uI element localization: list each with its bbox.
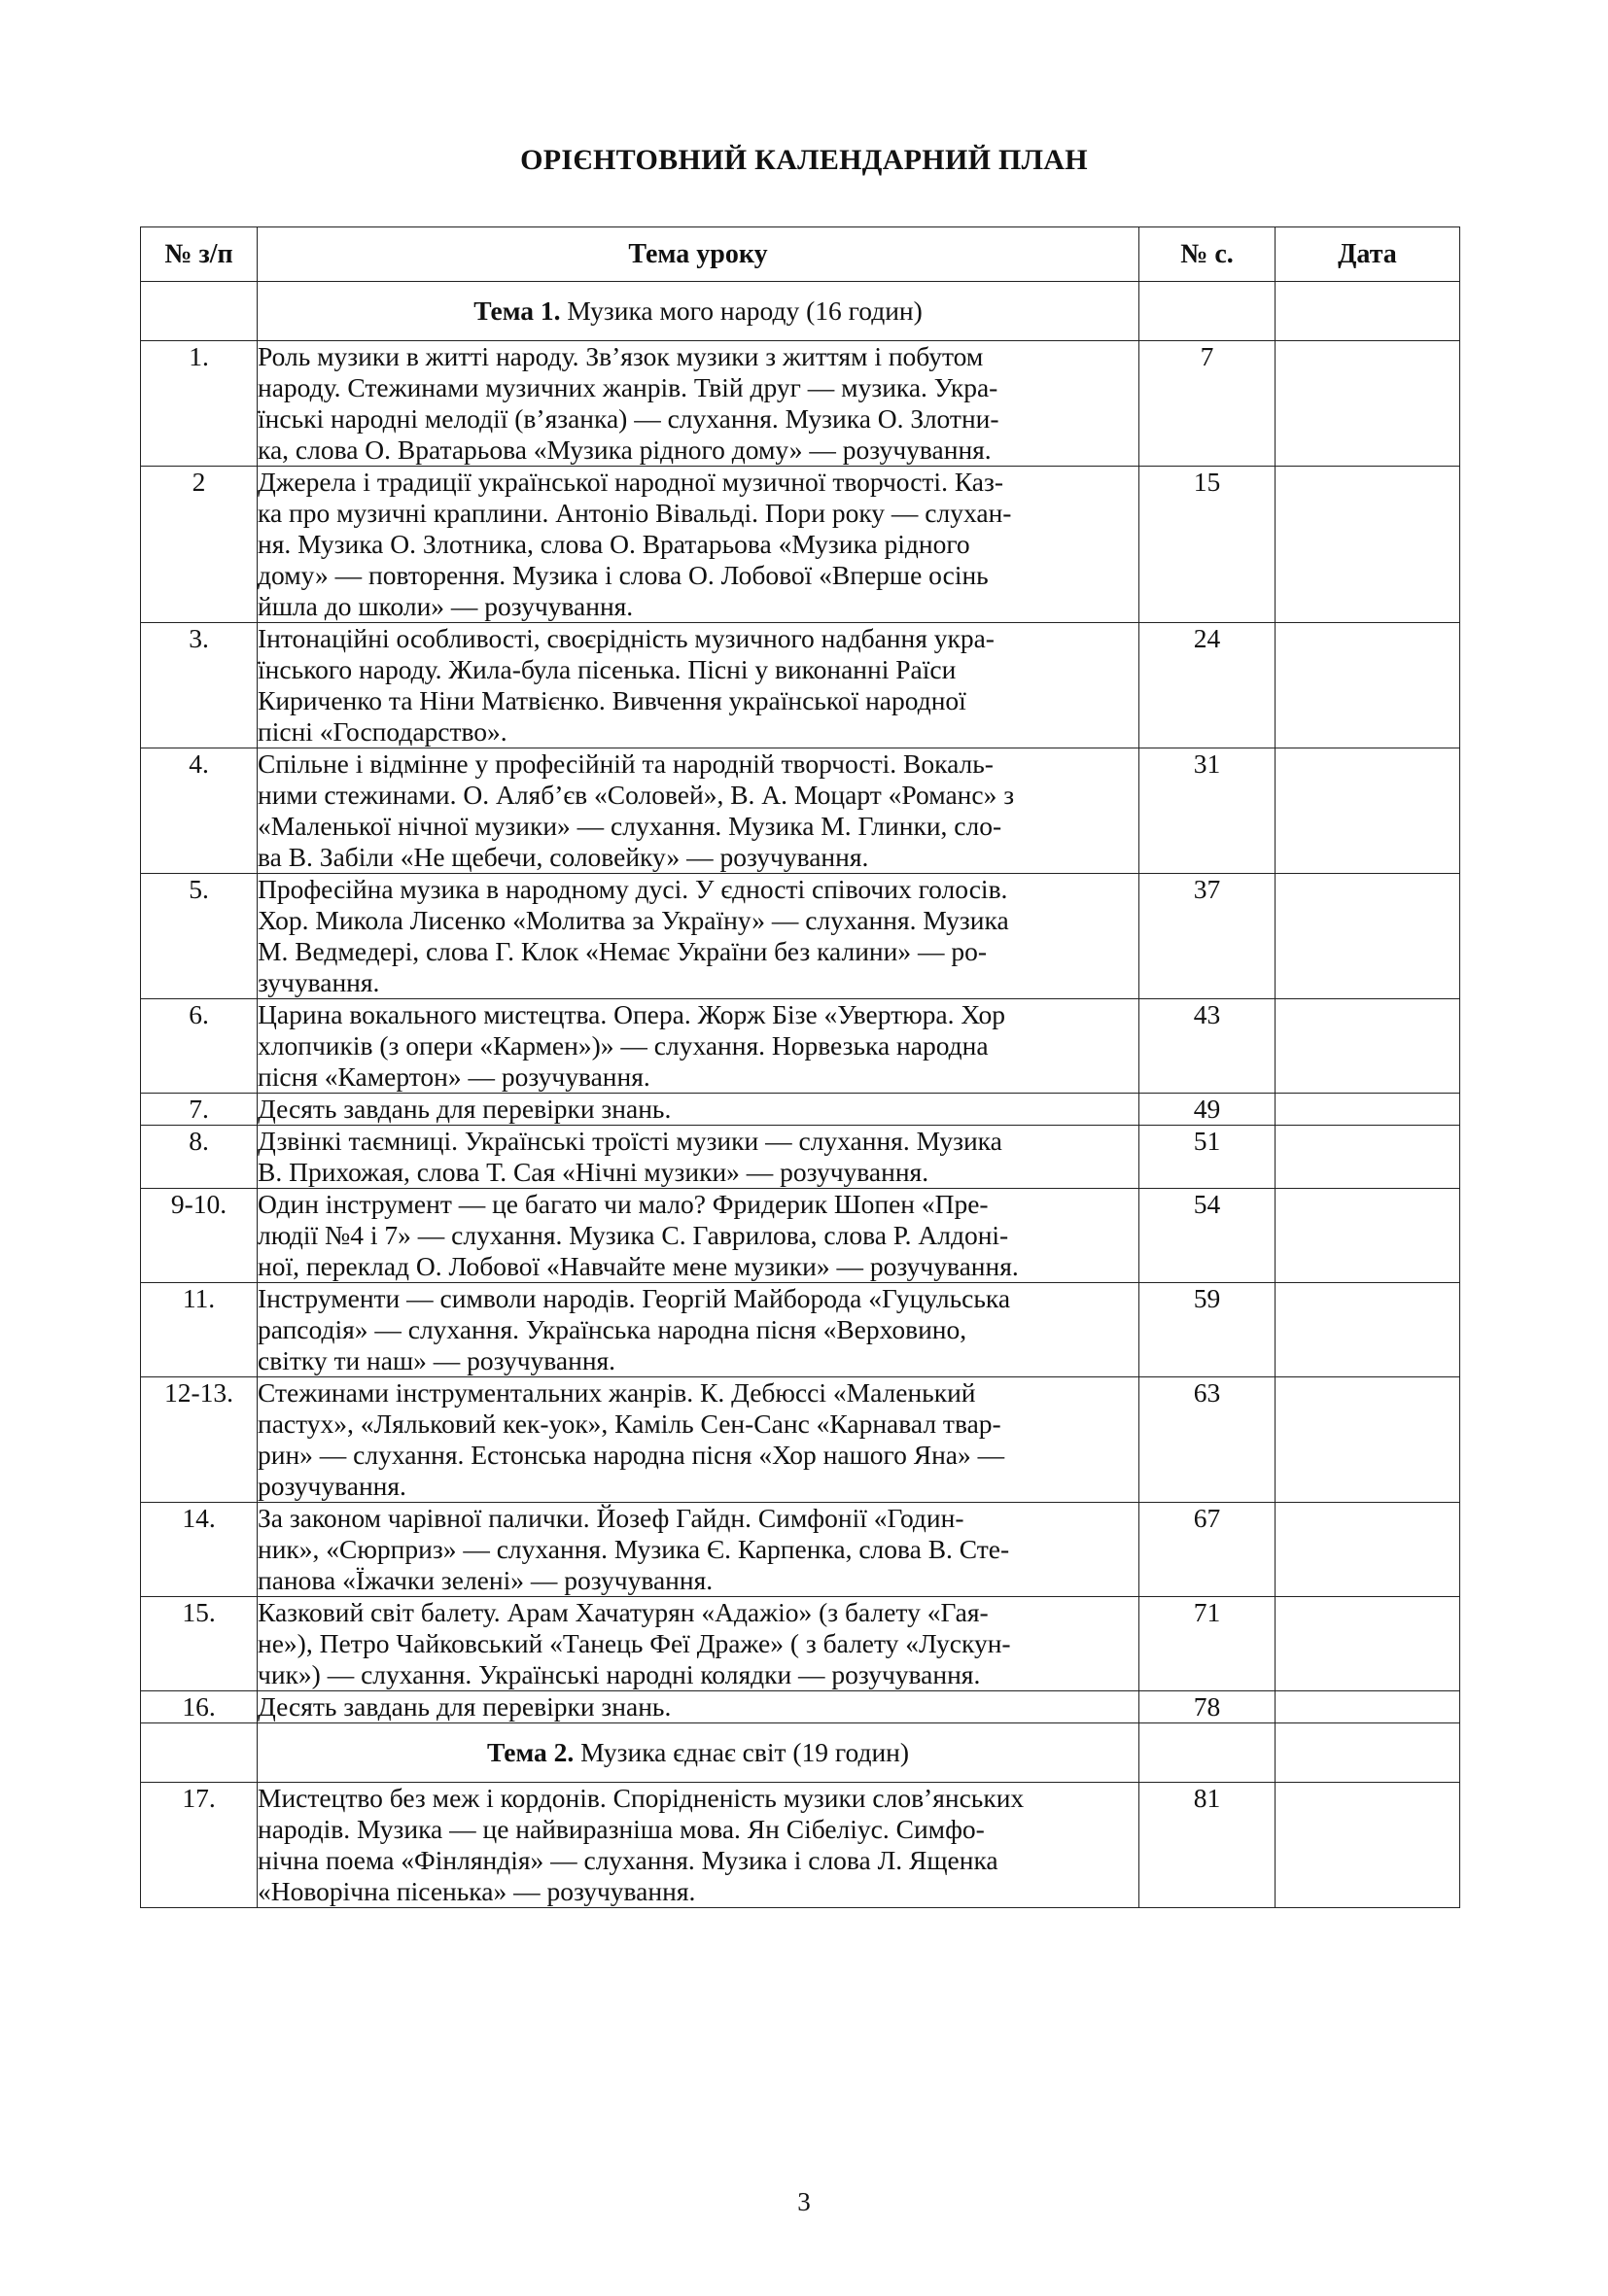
lesson-number: 2 [141, 467, 258, 623]
lesson-topic-line: ка, слова О. Вратарьова «Музика рідного дому» — розучування. [258, 435, 992, 465]
lesson-topic-line: В. Прихожая, слова Т. Сая «Нічні музики» — розучування. [258, 1157, 929, 1187]
table-row [141, 1503, 1460, 1597]
lesson-topic-line: Стежинами інструментальних жанрів. К. Дебюссі «Маленький [258, 1377, 976, 1408]
lesson-number: 17. [141, 1783, 258, 1908]
lesson-topic [258, 1126, 1139, 1189]
lesson-topic-line: Десять завдань для перевірки знань. [258, 1094, 672, 1124]
lesson-page: 67 [1139, 1503, 1276, 1597]
lesson-page: 31 [1139, 748, 1276, 874]
lesson-topic-line: йшла до школи» — розучування. [258, 591, 634, 621]
lesson-topic-line: розучування. [258, 1471, 406, 1501]
lesson-date[interactable] [1276, 1503, 1460, 1597]
lesson-page: 59 [1139, 1283, 1276, 1377]
lesson-number: 15. [141, 1597, 258, 1691]
lesson-topic-line: Інструменти — символи народів. Георгій Майборода «Гуцульська [258, 1283, 1011, 1313]
section-page-cell [1139, 1723, 1276, 1783]
table-row [141, 874, 1460, 999]
section-title-cell [258, 282, 1139, 341]
lesson-topic-line: М. Ведмедері, слова Г. Клок «Немає України без калини» — ро- [258, 936, 988, 966]
lesson-topic [258, 1189, 1139, 1283]
lesson-topic [258, 1377, 1139, 1503]
lesson-number: 1. [141, 341, 258, 467]
lesson-topic [258, 1783, 1139, 1908]
lesson-topic-line: пісня «Камертон» — розучування. [258, 1061, 650, 1092]
lesson-topic [258, 748, 1139, 874]
lesson-topic-line: Один інструмент — це багато чи мало? Фридерик Шопен «Пре- [258, 1189, 989, 1219]
lesson-topic-line: Десять завдань для перевірки знань. [258, 1691, 672, 1722]
lesson-date[interactable] [1276, 874, 1460, 999]
lesson-topic-line: Інтонаційні особливості, своєрідність музичного надбання укра- [258, 623, 995, 653]
page-title: ОРІЄНТОВНИЙ КАЛЕНДАРНИЙ ПЛАН [520, 144, 1088, 176]
section-name: Музика мого народу (16 годин) [560, 296, 923, 326]
lesson-date[interactable] [1276, 1377, 1460, 1503]
table-row [141, 341, 1460, 467]
lesson-topic-line: Мистецтво без меж і кордонів. Спорідненість музики слов’янських [258, 1783, 1025, 1813]
lesson-topic-line: Роль музики в житті народу. Зв’язок музики з життям і побутом [258, 341, 984, 371]
lesson-date[interactable] [1276, 1691, 1460, 1723]
section-row [141, 282, 1460, 341]
lesson-topic-line: Спільне і відмінне у професійній та народній творчості. Вокаль- [258, 748, 994, 779]
lesson-page: 24 [1139, 623, 1276, 748]
lesson-topic-line: їнського народу. Жила-була пісенька. Пісні у виконанні Раїси [258, 654, 957, 684]
lesson-topic [258, 874, 1139, 999]
lesson-topic-line: світку ти наш» — розучування. [258, 1345, 616, 1375]
lesson-topic-line: народів. Музика — це найвиразніша мова. Ян Сібеліус. Симфо- [258, 1814, 985, 1844]
section-page-cell [1139, 282, 1276, 341]
lesson-date[interactable] [1276, 1283, 1460, 1377]
lesson-date[interactable] [1276, 1597, 1460, 1691]
header-number: № з/п [141, 227, 258, 282]
lesson-number: 5. [141, 874, 258, 999]
lesson-page: 63 [1139, 1377, 1276, 1503]
lesson-date[interactable] [1276, 1189, 1460, 1283]
lesson-date[interactable] [1276, 341, 1460, 467]
lesson-topic-line: панова «Їжачки зелені» — розучування. [258, 1565, 714, 1595]
lesson-topic [258, 1691, 1139, 1723]
lesson-date[interactable] [1276, 623, 1460, 748]
lesson-topic-line: «Новорічна пісенька» — розучування. [258, 1876, 696, 1906]
table-row [141, 1189, 1460, 1283]
lesson-page: 49 [1139, 1094, 1276, 1126]
lesson-date[interactable] [1276, 467, 1460, 623]
table-header-row [141, 227, 1460, 282]
lesson-topic [258, 999, 1139, 1094]
lesson-number: 4. [141, 748, 258, 874]
table-row [141, 1283, 1460, 1377]
lesson-page: 51 [1139, 1126, 1276, 1189]
lesson-topic-line: «Маленької нічної музики» — слухання. Музика М. Глинки, сло- [258, 811, 1002, 841]
lesson-date[interactable] [1276, 1126, 1460, 1189]
table-row [141, 1094, 1460, 1126]
lesson-page: 81 [1139, 1783, 1276, 1908]
lesson-topic [258, 467, 1139, 623]
header-date: Дата [1276, 227, 1460, 282]
lesson-topic-line: Дзвінкі таємниці. Українські троїсті музики — слухання. Музика [258, 1126, 1002, 1156]
section-row [141, 1723, 1460, 1783]
lesson-topic [258, 1503, 1139, 1597]
lesson-page: 71 [1139, 1597, 1276, 1691]
lesson-date[interactable] [1276, 999, 1460, 1094]
lesson-date[interactable] [1276, 1783, 1460, 1908]
section-label: Тема 1. [473, 296, 561, 326]
lesson-page: 54 [1139, 1189, 1276, 1283]
lesson-topic [258, 623, 1139, 748]
lesson-number: 3. [141, 623, 258, 748]
lesson-topic-line: пастух», «Ляльковий кек-уок», Каміль Сен-Санс «Карнавал твар- [258, 1409, 1001, 1439]
lesson-page: 7 [1139, 341, 1276, 467]
page-number: 3 [797, 2187, 811, 2216]
lesson-number: 8. [141, 1126, 258, 1189]
lesson-topic-line: Професійна музика в народному дусі. У єдності співочих голосів. [258, 874, 1008, 904]
table-row [141, 467, 1460, 623]
lesson-topic [258, 1094, 1139, 1126]
lesson-page: 43 [1139, 999, 1276, 1094]
lesson-topic-line: ня. Музика О. Злотника, слова О. Вратарьова «Музика рідного [258, 529, 970, 559]
lesson-page: 37 [1139, 874, 1276, 999]
section-title-cell [258, 1723, 1139, 1783]
lesson-topic-line: не»), Петро Чайковський «Танець Феї Драже» ( з балету «Лускун- [258, 1628, 1011, 1658]
header-topic: Тема уроку [258, 227, 1139, 282]
lesson-topic-line: Хор. Микола Лисенко «Молитва за Україну» — слухання. Музика [258, 905, 1009, 935]
lesson-topic-line: ними стежинами. О. Аляб’єв «Соловей», В. А. Моцарт «Романс» з [258, 780, 1015, 810]
lesson-topic-line: ка про музичні краплини. Антоніо Вівальді. Пори року — слухан- [258, 498, 1012, 528]
lesson-topic-line: ник», «Сюрприз» — слухання. Музика Є. Карпенка, слова В. Сте- [258, 1534, 1010, 1564]
lesson-number: 16. [141, 1691, 258, 1723]
table-row [141, 1691, 1460, 1723]
lesson-topic-line: нічна поема «Фінляндія» — слухання. Музика і слова Л. Ященка [258, 1845, 998, 1875]
lesson-topic-line: ва В. Забіли «Не щебечи, соловейку» — розучування. [258, 842, 869, 872]
lesson-topic-line: чик») — слухання. Українські народні колядки — розучування. [258, 1659, 981, 1689]
lesson-page: 15 [1139, 467, 1276, 623]
lesson-topic-line: За законом чарівної палички. Йозеф Гайдн. Симфонії «Годин- [258, 1503, 964, 1533]
lesson-number: 11. [141, 1283, 258, 1377]
table-row [141, 1377, 1460, 1503]
lesson-topic-line: рапсодія» — слухання. Українська народна пісня «Верховино, [258, 1314, 967, 1344]
lesson-topic-line: Царина вокального мистецтва. Опера. Жорж Бізе «Увертюра. Хор [258, 999, 1005, 1029]
lesson-number: 12-13. [141, 1377, 258, 1503]
lesson-topic [258, 1597, 1139, 1691]
section-number-cell [141, 282, 258, 341]
lesson-date[interactable] [1276, 1094, 1460, 1126]
lesson-number: 7. [141, 1094, 258, 1126]
calendar-plan-table [140, 226, 1460, 1908]
header-page: № с. [1139, 227, 1276, 282]
table-row [141, 748, 1460, 874]
lesson-topic-line: народу. Стежинами музичних жанрів. Твій друг — музика. Укра- [258, 372, 998, 402]
table-row [141, 1126, 1460, 1189]
lesson-page: 78 [1139, 1691, 1276, 1723]
lesson-topic-line: пісні «Господарство». [258, 716, 507, 747]
lesson-number: 9-10. [141, 1189, 258, 1283]
lesson-topic-line: Джерела і традиції української народної музичної творчості. Каз- [258, 467, 1004, 497]
lesson-topic-line: Казковий світ балету. Арам Хачатурян «Адажіо» (з балету «Гая- [258, 1597, 989, 1627]
lesson-topic-line: їнські народні мелодії (в’язанка) — слухання. Музика О. Злотни- [258, 403, 999, 434]
lesson-topic-line: Кириченко та Ніни Матвієнко. Вивчення української народної [258, 685, 966, 715]
lesson-topic-line: зучування. [258, 967, 380, 997]
lesson-topic-line: дому» — повторення. Музика і слова О. Лобової «Вперше осінь [258, 560, 989, 590]
lesson-topic [258, 341, 1139, 467]
lesson-topic-line: хлопчиків (з опери «Кармен»)» — слухання. Норвезька народна [258, 1030, 989, 1061]
table-row [141, 1597, 1460, 1691]
section-number-cell [141, 1723, 258, 1783]
table-row [141, 999, 1460, 1094]
lesson-topic-line: людії №4 і 7» — слухання. Музика С. Гаврилова, слова Р. Алдоні- [258, 1220, 1009, 1250]
table-row [141, 1783, 1460, 1908]
lesson-topic-line: рин» — слухання. Естонська народна пісня «Хор нашого Яна» — [258, 1440, 1005, 1470]
table-row [141, 623, 1460, 748]
lesson-topic-line: ної, переклад О. Лобової «Навчайте мене музики» — розучування. [258, 1251, 1019, 1281]
section-date-cell[interactable] [1276, 1723, 1460, 1783]
lesson-number: 6. [141, 999, 258, 1094]
section-label: Тема 2. [486, 1737, 575, 1767]
section-date-cell[interactable] [1276, 282, 1460, 341]
table-body [141, 282, 1460, 1908]
lesson-topic [258, 1283, 1139, 1377]
lesson-number: 14. [141, 1503, 258, 1597]
lesson-date[interactable] [1276, 748, 1460, 874]
section-name: Музика єднає світ (19 годин) [574, 1737, 910, 1767]
